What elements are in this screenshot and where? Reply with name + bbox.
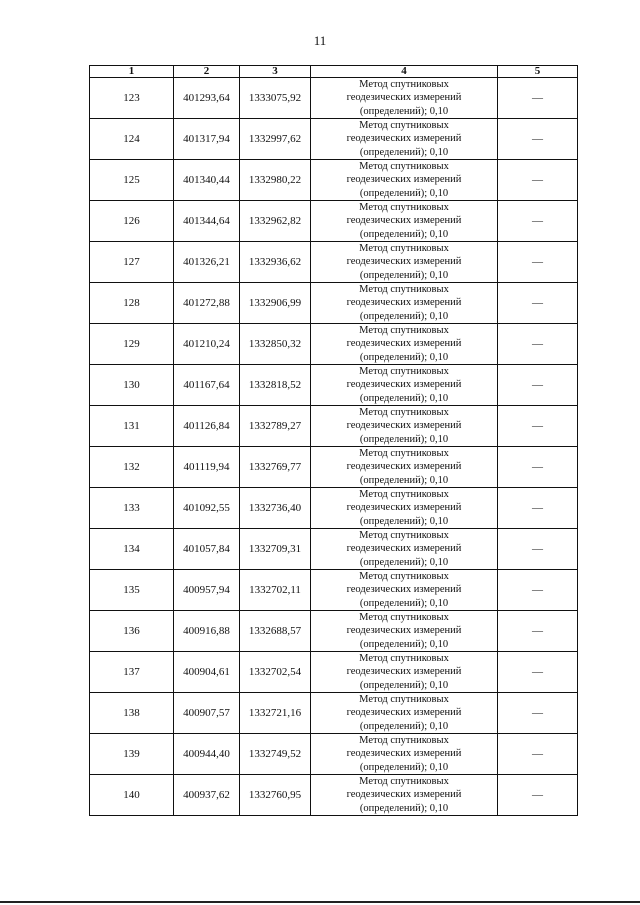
coordinate-y-cell: 1332850,32 bbox=[240, 324, 311, 365]
coordinate-x-cell: 401167,64 bbox=[174, 365, 240, 406]
method-line: Метод спутниковых bbox=[359, 366, 449, 378]
table-row bbox=[90, 734, 578, 775]
table-row bbox=[90, 611, 578, 652]
method-cell bbox=[311, 324, 498, 365]
table-row bbox=[90, 406, 578, 447]
coordinate-y-cell: 1332702,54 bbox=[240, 652, 311, 693]
method-cell bbox=[311, 242, 498, 283]
method-cell bbox=[311, 529, 498, 570]
method-line: геодезических измерений bbox=[346, 133, 462, 145]
method-line: геодезических измерений bbox=[346, 215, 462, 227]
coordinate-y-cell: 1332749,52 bbox=[240, 734, 311, 775]
method-line: (определений); 0,10 bbox=[359, 433, 449, 445]
method-line: Метод спутниковых bbox=[359, 694, 449, 706]
coordinate-x-cell: 400937,62 bbox=[174, 775, 240, 816]
method-line: Метод спутниковых bbox=[359, 325, 449, 337]
header-cell-2: 2 bbox=[174, 66, 240, 78]
method-cell bbox=[311, 283, 498, 324]
method-line: Метод спутниковых bbox=[359, 243, 449, 255]
method-line: Метод спутниковых bbox=[359, 735, 449, 747]
method-line: геодезических измерений bbox=[346, 92, 462, 104]
table-row bbox=[90, 160, 578, 201]
method-cell bbox=[311, 775, 498, 816]
point-number-cell: 140 bbox=[90, 775, 174, 816]
method-line: (определений); 0,10 bbox=[359, 761, 449, 773]
method-line: Метод спутниковых bbox=[359, 407, 449, 419]
method-cell bbox=[311, 447, 498, 488]
method-line: геодезических измерений bbox=[346, 789, 462, 801]
method-line: геодезических измерений bbox=[346, 543, 462, 555]
point-number-cell: 135 bbox=[90, 570, 174, 611]
note-cell: — bbox=[498, 488, 578, 529]
note-cell: — bbox=[498, 775, 578, 816]
header-cell-1: 1 bbox=[90, 66, 174, 78]
table-row bbox=[90, 775, 578, 816]
table-row bbox=[90, 570, 578, 611]
coordinate-y-cell: 1333075,92 bbox=[240, 78, 311, 119]
coordinate-y-cell: 1332818,52 bbox=[240, 365, 311, 406]
method-line: (определений); 0,10 bbox=[359, 638, 449, 650]
note-cell: — bbox=[498, 160, 578, 201]
page-number: 11 bbox=[313, 33, 327, 48]
point-number-cell: 132 bbox=[90, 447, 174, 488]
method-line: геодезических измерений bbox=[346, 461, 462, 473]
point-number-cell: 125 bbox=[90, 160, 174, 201]
coordinate-y-cell: 1332736,40 bbox=[240, 488, 311, 529]
method-line: (определений); 0,10 bbox=[359, 146, 449, 158]
method-line: геодезических измерений bbox=[346, 748, 462, 760]
note-cell: — bbox=[498, 611, 578, 652]
coordinate-y-cell: 1332789,27 bbox=[240, 406, 311, 447]
method-line: (определений); 0,10 bbox=[359, 515, 449, 527]
method-line: Метод спутниковых bbox=[359, 202, 449, 214]
coordinate-y-cell: 1332688,57 bbox=[240, 611, 311, 652]
coordinates-table bbox=[89, 65, 578, 816]
table-row bbox=[90, 283, 578, 324]
method-line: геодезических измерений bbox=[346, 297, 462, 309]
coordinate-y-cell: 1332936,62 bbox=[240, 242, 311, 283]
scan-edge-line bbox=[0, 901, 640, 903]
table-header bbox=[90, 66, 578, 78]
point-number-cell: 129 bbox=[90, 324, 174, 365]
method-line: (определений); 0,10 bbox=[359, 351, 449, 363]
table-row bbox=[90, 119, 578, 160]
coordinate-x-cell: 401210,24 bbox=[174, 324, 240, 365]
method-line: Метод спутниковых bbox=[359, 653, 449, 665]
coordinate-x-cell: 400916,88 bbox=[174, 611, 240, 652]
point-number-cell: 124 bbox=[90, 119, 174, 160]
method-line: Метод спутниковых bbox=[359, 571, 449, 583]
method-line: геодезических измерений bbox=[346, 174, 462, 186]
method-line: (определений); 0,10 bbox=[359, 556, 449, 568]
coordinate-y-cell: 1332962,82 bbox=[240, 201, 311, 242]
method-line: Метод спутниковых bbox=[359, 489, 449, 501]
method-line: геодезических измерений bbox=[346, 625, 462, 637]
table-row bbox=[90, 365, 578, 406]
point-number-cell: 131 bbox=[90, 406, 174, 447]
coordinate-y-cell: 1332721,16 bbox=[240, 693, 311, 734]
coordinate-y-cell: 1332760,95 bbox=[240, 775, 311, 816]
coordinate-x-cell: 401317,94 bbox=[174, 119, 240, 160]
method-cell bbox=[311, 201, 498, 242]
coordinate-y-cell: 1332702,11 bbox=[240, 570, 311, 611]
method-cell bbox=[311, 160, 498, 201]
method-line: Метод спутниковых bbox=[359, 79, 449, 91]
method-line: геодезических измерений bbox=[346, 707, 462, 719]
method-line: (определений); 0,10 bbox=[359, 597, 449, 609]
method-cell bbox=[311, 611, 498, 652]
note-cell: — bbox=[498, 570, 578, 611]
coordinate-x-cell: 400907,57 bbox=[174, 693, 240, 734]
coordinate-y-cell: 1332769,77 bbox=[240, 447, 311, 488]
method-cell bbox=[311, 652, 498, 693]
note-cell: — bbox=[498, 201, 578, 242]
coordinate-y-cell: 1332906,99 bbox=[240, 283, 311, 324]
table-row bbox=[90, 652, 578, 693]
method-line: Метод спутниковых bbox=[359, 161, 449, 173]
point-number-cell: 133 bbox=[90, 488, 174, 529]
table-row bbox=[90, 242, 578, 283]
method-line: геодезических измерений bbox=[346, 666, 462, 678]
method-line: Метод спутниковых bbox=[359, 776, 449, 788]
method-line: (определений); 0,10 bbox=[359, 187, 449, 199]
method-line: (определений); 0,10 bbox=[359, 679, 449, 691]
table-row bbox=[90, 447, 578, 488]
method-cell bbox=[311, 693, 498, 734]
table-row bbox=[90, 324, 578, 365]
method-line: Метод спутниковых bbox=[359, 612, 449, 624]
method-cell bbox=[311, 406, 498, 447]
method-line: (определений); 0,10 bbox=[359, 392, 449, 404]
coordinate-x-cell: 401293,64 bbox=[174, 78, 240, 119]
table-row bbox=[90, 693, 578, 734]
coordinate-x-cell: 400944,40 bbox=[174, 734, 240, 775]
point-number-cell: 138 bbox=[90, 693, 174, 734]
note-cell: — bbox=[498, 324, 578, 365]
note-cell: — bbox=[498, 406, 578, 447]
point-number-cell: 130 bbox=[90, 365, 174, 406]
coordinate-x-cell: 401119,94 bbox=[174, 447, 240, 488]
method-line: геодезических измерений bbox=[346, 256, 462, 268]
header-cell-5: 5 bbox=[498, 66, 578, 78]
table-row bbox=[90, 529, 578, 570]
point-number-cell: 128 bbox=[90, 283, 174, 324]
header-cell-4: 4 bbox=[311, 66, 498, 78]
method-cell bbox=[311, 488, 498, 529]
note-cell: — bbox=[498, 529, 578, 570]
point-number-cell: 136 bbox=[90, 611, 174, 652]
method-cell bbox=[311, 734, 498, 775]
method-line: (определений); 0,10 bbox=[359, 474, 449, 486]
method-cell bbox=[311, 570, 498, 611]
note-cell: — bbox=[498, 693, 578, 734]
method-line: Метод спутниковых bbox=[359, 120, 449, 132]
header-cell-3: 3 bbox=[240, 66, 311, 78]
method-line: геодезических измерений bbox=[346, 338, 462, 350]
note-cell: — bbox=[498, 652, 578, 693]
coordinate-x-cell: 400957,94 bbox=[174, 570, 240, 611]
note-cell: — bbox=[498, 447, 578, 488]
coordinate-x-cell: 401326,21 bbox=[174, 242, 240, 283]
coordinate-x-cell: 401092,55 bbox=[174, 488, 240, 529]
coordinate-y-cell: 1332997,62 bbox=[240, 119, 311, 160]
method-line: (определений); 0,10 bbox=[359, 802, 449, 814]
method-line: (определений); 0,10 bbox=[359, 105, 449, 117]
point-number-cell: 137 bbox=[90, 652, 174, 693]
method-line: Метод спутниковых bbox=[359, 530, 449, 542]
method-line: геодезических измерений bbox=[346, 502, 462, 514]
coordinate-x-cell: 401126,84 bbox=[174, 406, 240, 447]
header-row bbox=[90, 66, 578, 78]
method-cell bbox=[311, 78, 498, 119]
table-body bbox=[90, 78, 578, 816]
point-number-cell: 126 bbox=[90, 201, 174, 242]
method-line: геодезических измерений bbox=[346, 379, 462, 391]
table-row bbox=[90, 78, 578, 119]
note-cell: — bbox=[498, 283, 578, 324]
coordinate-x-cell: 401057,84 bbox=[174, 529, 240, 570]
method-line: геодезических измерений bbox=[346, 420, 462, 432]
note-cell: — bbox=[498, 242, 578, 283]
coordinate-x-cell: 401344,64 bbox=[174, 201, 240, 242]
method-line: (определений); 0,10 bbox=[359, 310, 449, 322]
note-cell: — bbox=[498, 734, 578, 775]
method-line: Метод спутниковых bbox=[359, 284, 449, 296]
method-cell bbox=[311, 119, 498, 160]
note-cell: — bbox=[498, 365, 578, 406]
coordinate-y-cell: 1332980,22 bbox=[240, 160, 311, 201]
method-line: (определений); 0,10 bbox=[359, 720, 449, 732]
method-line: Метод спутниковых bbox=[359, 448, 449, 460]
method-cell bbox=[311, 365, 498, 406]
coordinate-y-cell: 1332709,31 bbox=[240, 529, 311, 570]
point-number-cell: 139 bbox=[90, 734, 174, 775]
point-number-cell: 127 bbox=[90, 242, 174, 283]
point-number-cell: 134 bbox=[90, 529, 174, 570]
coordinate-x-cell: 401272,88 bbox=[174, 283, 240, 324]
table-row bbox=[90, 488, 578, 529]
note-cell: — bbox=[498, 78, 578, 119]
point-number-cell: 123 bbox=[90, 78, 174, 119]
coordinate-x-cell: 401340,44 bbox=[174, 160, 240, 201]
method-line: (определений); 0,10 bbox=[359, 269, 449, 281]
coordinate-x-cell: 400904,61 bbox=[174, 652, 240, 693]
method-line: геодезических измерений bbox=[346, 584, 462, 596]
method-line: (определений); 0,10 bbox=[359, 228, 449, 240]
note-cell: — bbox=[498, 119, 578, 160]
table-row bbox=[90, 201, 578, 242]
